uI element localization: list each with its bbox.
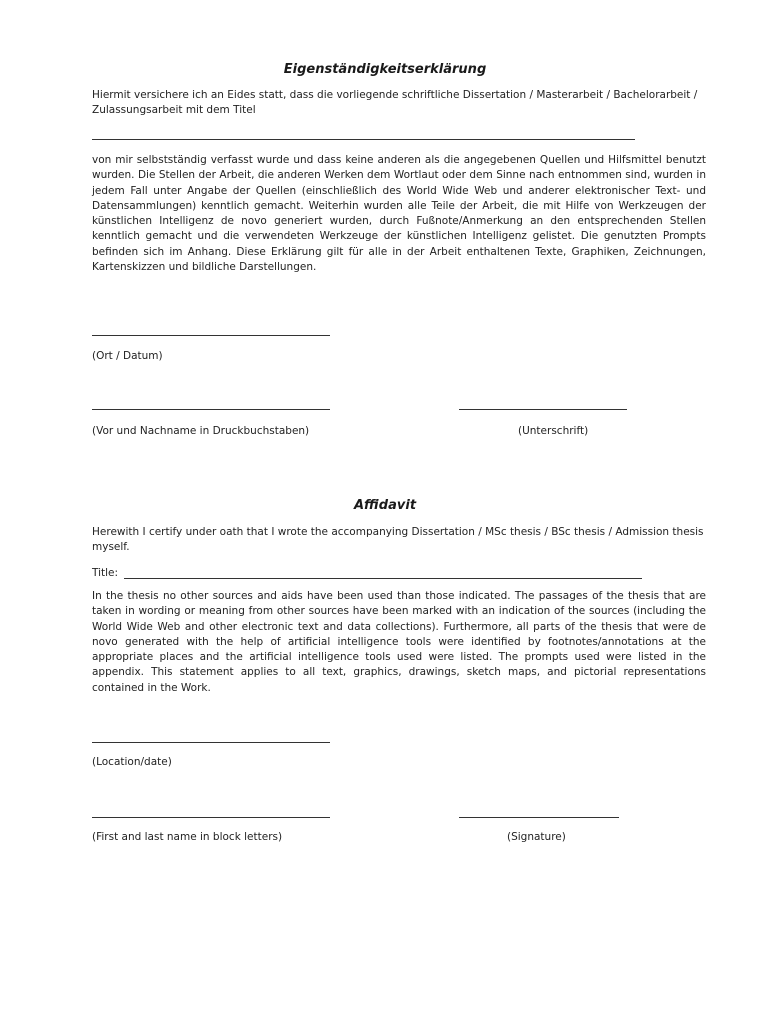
german-signature-line[interactable] (459, 409, 627, 410)
german-intro: Hiermit versichere ich an Eides statt, dass die vorliegende schriftliche Dissertation / Masterarbeit / Bachelorarbeit / Zulassungsarbeit mit dem Titel (92, 89, 698, 117)
english-title: Affidavit (353, 498, 417, 513)
english-signature-label: (Signature) (507, 831, 566, 843)
german-title: Eigenständigkeitserklärung (283, 62, 487, 77)
german-place-date-label: (Ort / Datum) (92, 350, 163, 362)
german-name-line[interactable] (92, 409, 330, 410)
english-name-label: (First and last name in block letters) (92, 831, 283, 843)
english-location-date-line[interactable] (92, 742, 330, 743)
english-body: In the thesis no other sources and aids have been used than those indicated. The passages of the thesis that are taken in wording or meaning from other sources have been marked with an indication of the sources (including the World Wide Web and other electronic text and data collections). Furthermore, all parts of the thesis that were de novo generated with the help of artificial intelligence tools were identified by footnotes/annotations at the appropriate places and the artificial intelligence tools used were listed. The prompts used were listed in the appendix. This statement applies to all text, graphics, drawings, sketch maps, and pictorial representations contained in the Work. (92, 590, 706, 694)
german-name-label: (Vor und Nachname in Druckbuchstaben) (92, 425, 310, 437)
english-signature-line[interactable] (459, 817, 619, 818)
german-signature-label: (Unterschrift) (518, 425, 589, 437)
english-intro: Herewith I certify under oath that I wrote the accompanying Dissertation / MSc thesis / BSc thesis / Admission thesis myself. (92, 526, 704, 554)
english-location-date-label: (Location/date) (92, 756, 172, 768)
english-name-line[interactable] (92, 817, 330, 818)
german-thesis-title-line[interactable] (92, 139, 635, 140)
english-title-field-label: Title: (92, 567, 119, 579)
german-place-date-line[interactable] (92, 335, 330, 336)
german-body: von mir selbstständig verfasst wurde und dass keine anderen als die angegebenen Quellen und Hilfsmittel benutzt wurden. Die Stellen der Arbeit, die anderen Werken dem Wortlaut oder dem Sinne nach entnommen sind, wurden in jedem Fall unter Angabe der Quellen (einschließlich des World Wide Web und anderer elektronischer Text- und Datensammlungen) kenntlich gemacht. Weiterhin wurden alle Teile der Arbeit, die mit Hilfe von Werkzeugen der künstlichen Intelligenz de novo generiert wurden, durch Fußnote/Anmerkung an den entsprechenden Stellen kenntlich gemacht und die verwendeten Werkzeuge der künstlichen Intelligenz gelistet. Die genutzten Prompts befinden sich im Anhang. Diese Erklärung gilt für alle in der Arbeit enthaltenen Texte, Graphiken, Zeichnungen, Kartenskizzen und bildliche Darstellungen. (92, 154, 706, 274)
english-thesis-title-line[interactable] (124, 578, 642, 579)
